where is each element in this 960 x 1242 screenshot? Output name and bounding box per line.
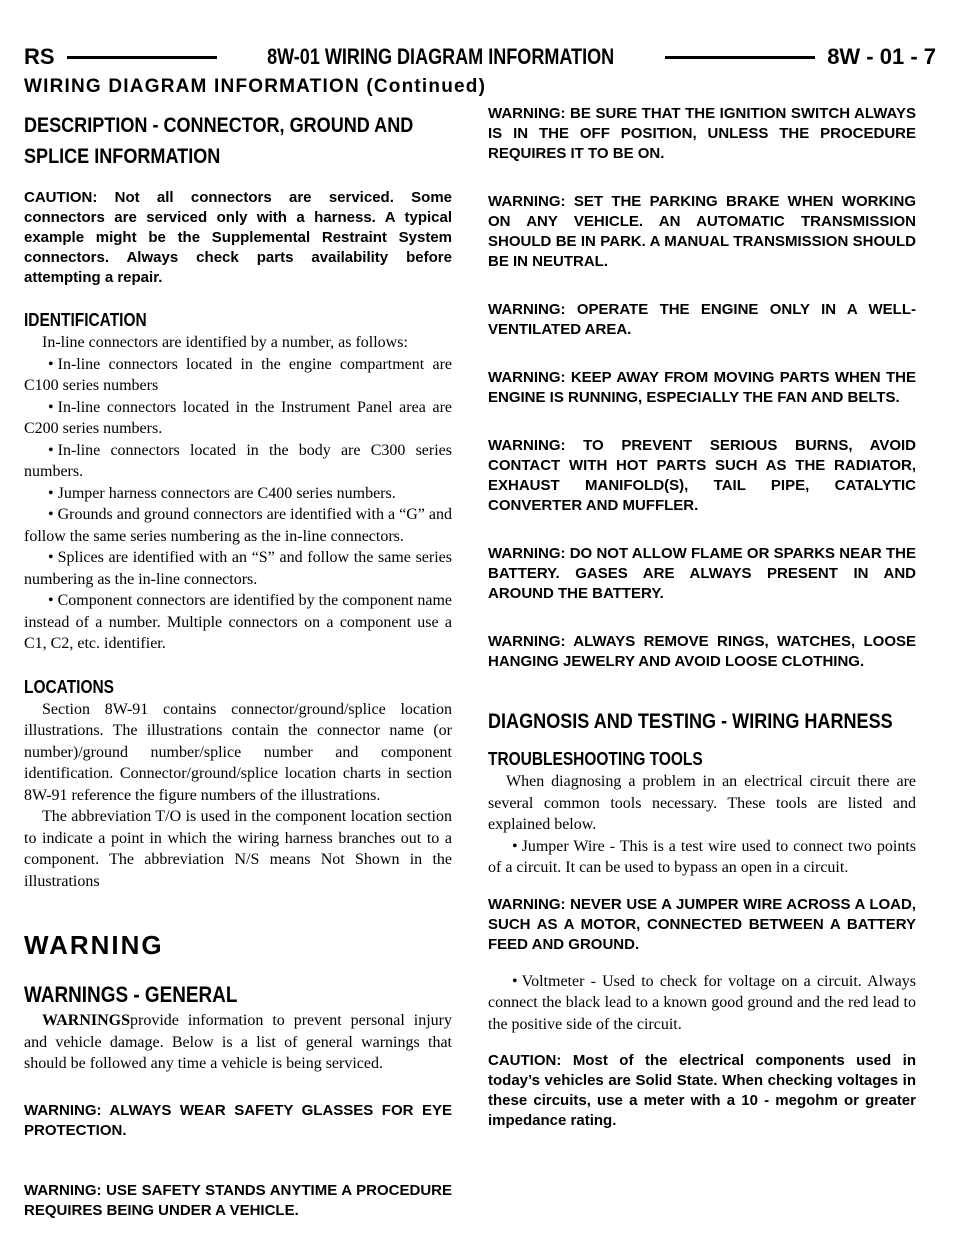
troubleshooting-tools-heading: TROUBLESHOOTING TOOLS [488,749,703,769]
identification-bullet: • Grounds and ground connectors are identified with a “G” and follow the same series numbering as the in-line connectors. [24,506,452,545]
warning-item: WARNING: ALWAYS REMOVE RINGS, WATCHES, LOOSE HANGING JEWELRY AND AVOID LOOSE CLOTHING. [488,633,916,670]
warning-safety-glasses: WARNING: ALWAYS WEAR SAFETY GLASSES FOR EYE PROTECTION. [24,1101,452,1139]
tool-voltmeter: • Voltmeter - Used to check for voltage on a circuit. Always connect the black lead to a known good ground and the red lead to the positive side of the circuit. [488,972,916,1033]
diagnosis-heading: DIAGNOSIS AND TESTING - WIRING HARNESS [488,710,893,733]
identification-bullet: • In-line connectors located in the body are C300 series numbers. [24,441,452,480]
warning-item: WARNING: KEEP AWAY FROM MOVING PARTS WHEN THE ENGINE IS RUNNING, ESPECIALLY THE FAN AND BELTS. [488,369,916,406]
header-section-code: RS [24,44,55,69]
header-rule-right [665,56,816,59]
identification-bullet: • Component connectors are identified by the component name instead of a number. Multiple connectors on a component use a C1, C2, etc. identifier. [24,592,452,652]
caution-solid-state: CAUTION: Most of the electrical components used in today’s vehicles are Solid State. When checking voltages in these circuits, use a meter with a 10 - megohm or greater impedance rating. [488,1052,916,1129]
identification-intro: In-line connectors are identified by a number, as follows: [42,334,408,351]
identification-bullet: • In-line connectors located in the Instrument Panel area are C200 series numbers. [24,398,452,437]
caution-connectors: CAUTION: Not all connectors are serviced. Some connectors are serviced only with a harness. A typical example might be the Supplemental Restraint System connectors. Always check parts availability before attempting a repair. [24,189,452,286]
identification-bullet: • In-line connectors located in the engine compartment are C100 series numbers [24,355,452,394]
locations-paragraph-2: The abbreviation T/O is used in the component location section to indicate a point in which the wiring harness branches out to a component. The abbreviation N/S means Not Shown in the illustrations [24,808,452,890]
locations-heading: LOCATIONS [24,676,115,697]
warnings-word: WARNINGS [42,1012,131,1029]
tool-jumper-wire: • Jumper Wire - This is a test wire used to connect two points of a circuit. It can be used to bypass an open in a circuit. [488,837,916,876]
left-column [24,104,452,1221]
tools-intro: When diagnosing a problem in an electrical circuit there are several common tools necessary. These tools are listed and explained below. [488,773,916,833]
warning-heading: WARNING [24,930,164,960]
warning-item: WARNING: BE SURE THAT THE IGNITION SWITCH ALWAYS IS IN THE OFF POSITION, UNLESS THE PROCEDURE REQUIRES IT TO BE ON. [488,105,916,162]
identification-bullet: • Splices are identified with an “S” and follow the same series numbering as the in-line connectors. [24,549,452,588]
page-number: 8W - 01 - 7 [827,44,936,69]
warnings-general-heading: WARNINGS - GENERAL [24,982,238,1007]
identification-heading: IDENTIFICATION [24,310,147,330]
continued-heading: WIRING DIAGRAM INFORMATION (Continued) [24,76,487,97]
header-rule-left [67,56,218,59]
warning-item: WARNING: OPERATE THE ENGINE ONLY IN A WELL-VENTILATED AREA. [488,301,916,338]
right-column [488,104,916,1131]
warnings-intro: WARNINGSprovide information to prevent personal injury and vehicle damage. Below is a list of general warnings that should be followed any time a vehicle is being serviced. [24,1012,452,1072]
description-heading-line1: DESCRIPTION - CONNECTOR, GROUND AND [24,114,414,137]
locations-paragraph-1: Section 8W-91 contains connector/ground/splice location illustrations. The illustrations contain the connector name (or number)/ground number/splice number and component identification. Connector/ground/splice location charts in section 8W-91 reference the figure numbers of the illustrations. [24,700,452,804]
warning-safety-stands: WARNING: USE SAFETY STANDS ANYTIME A PROCEDURE REQUIRES BEING UNDER A VEHICLE. [24,1181,452,1219]
warning-item: WARNING: SET THE PARKING BRAKE WHEN WORKING ON ANY VEHICLE. AN AUTOMATIC TRANSMISSION SHOULD BE IN PARK. A MANUAL TRANSMISSION SHOULD BE IN NEUTRAL. [488,193,916,270]
page-header [24,40,936,74]
warning-item: WARNING: DO NOT ALLOW FLAME OR SPARKS NEAR THE BATTERY. GASES ARE ALWAYS PRESENT IN AND AROUND THE BATTERY. [488,545,916,602]
description-heading [24,110,451,172]
header-title: 8W-01 WIRING DIAGRAM INFORMATION [267,44,615,69]
warning-jumper-wire: WARNING: NEVER USE A JUMPER WIRE ACROSS A LOAD, SUCH AS A MOTOR, CONNECTED BETWEEN A BATTERY FEED AND GROUND. [488,895,916,953]
identification-bullet: • Jumper harness connectors are C400 series numbers. [48,484,396,502]
description-heading-line2: SPLICE INFORMATION [24,145,221,168]
warning-item: WARNING: TO PREVENT SERIOUS BURNS, AVOID CONTACT WITH HOT PARTS SUCH AS THE RADIATOR, EXHAUST MANIFOLD(S), TAIL PIPE, CATALYTIC CONVERTER AND MUFFLER. [488,437,916,514]
